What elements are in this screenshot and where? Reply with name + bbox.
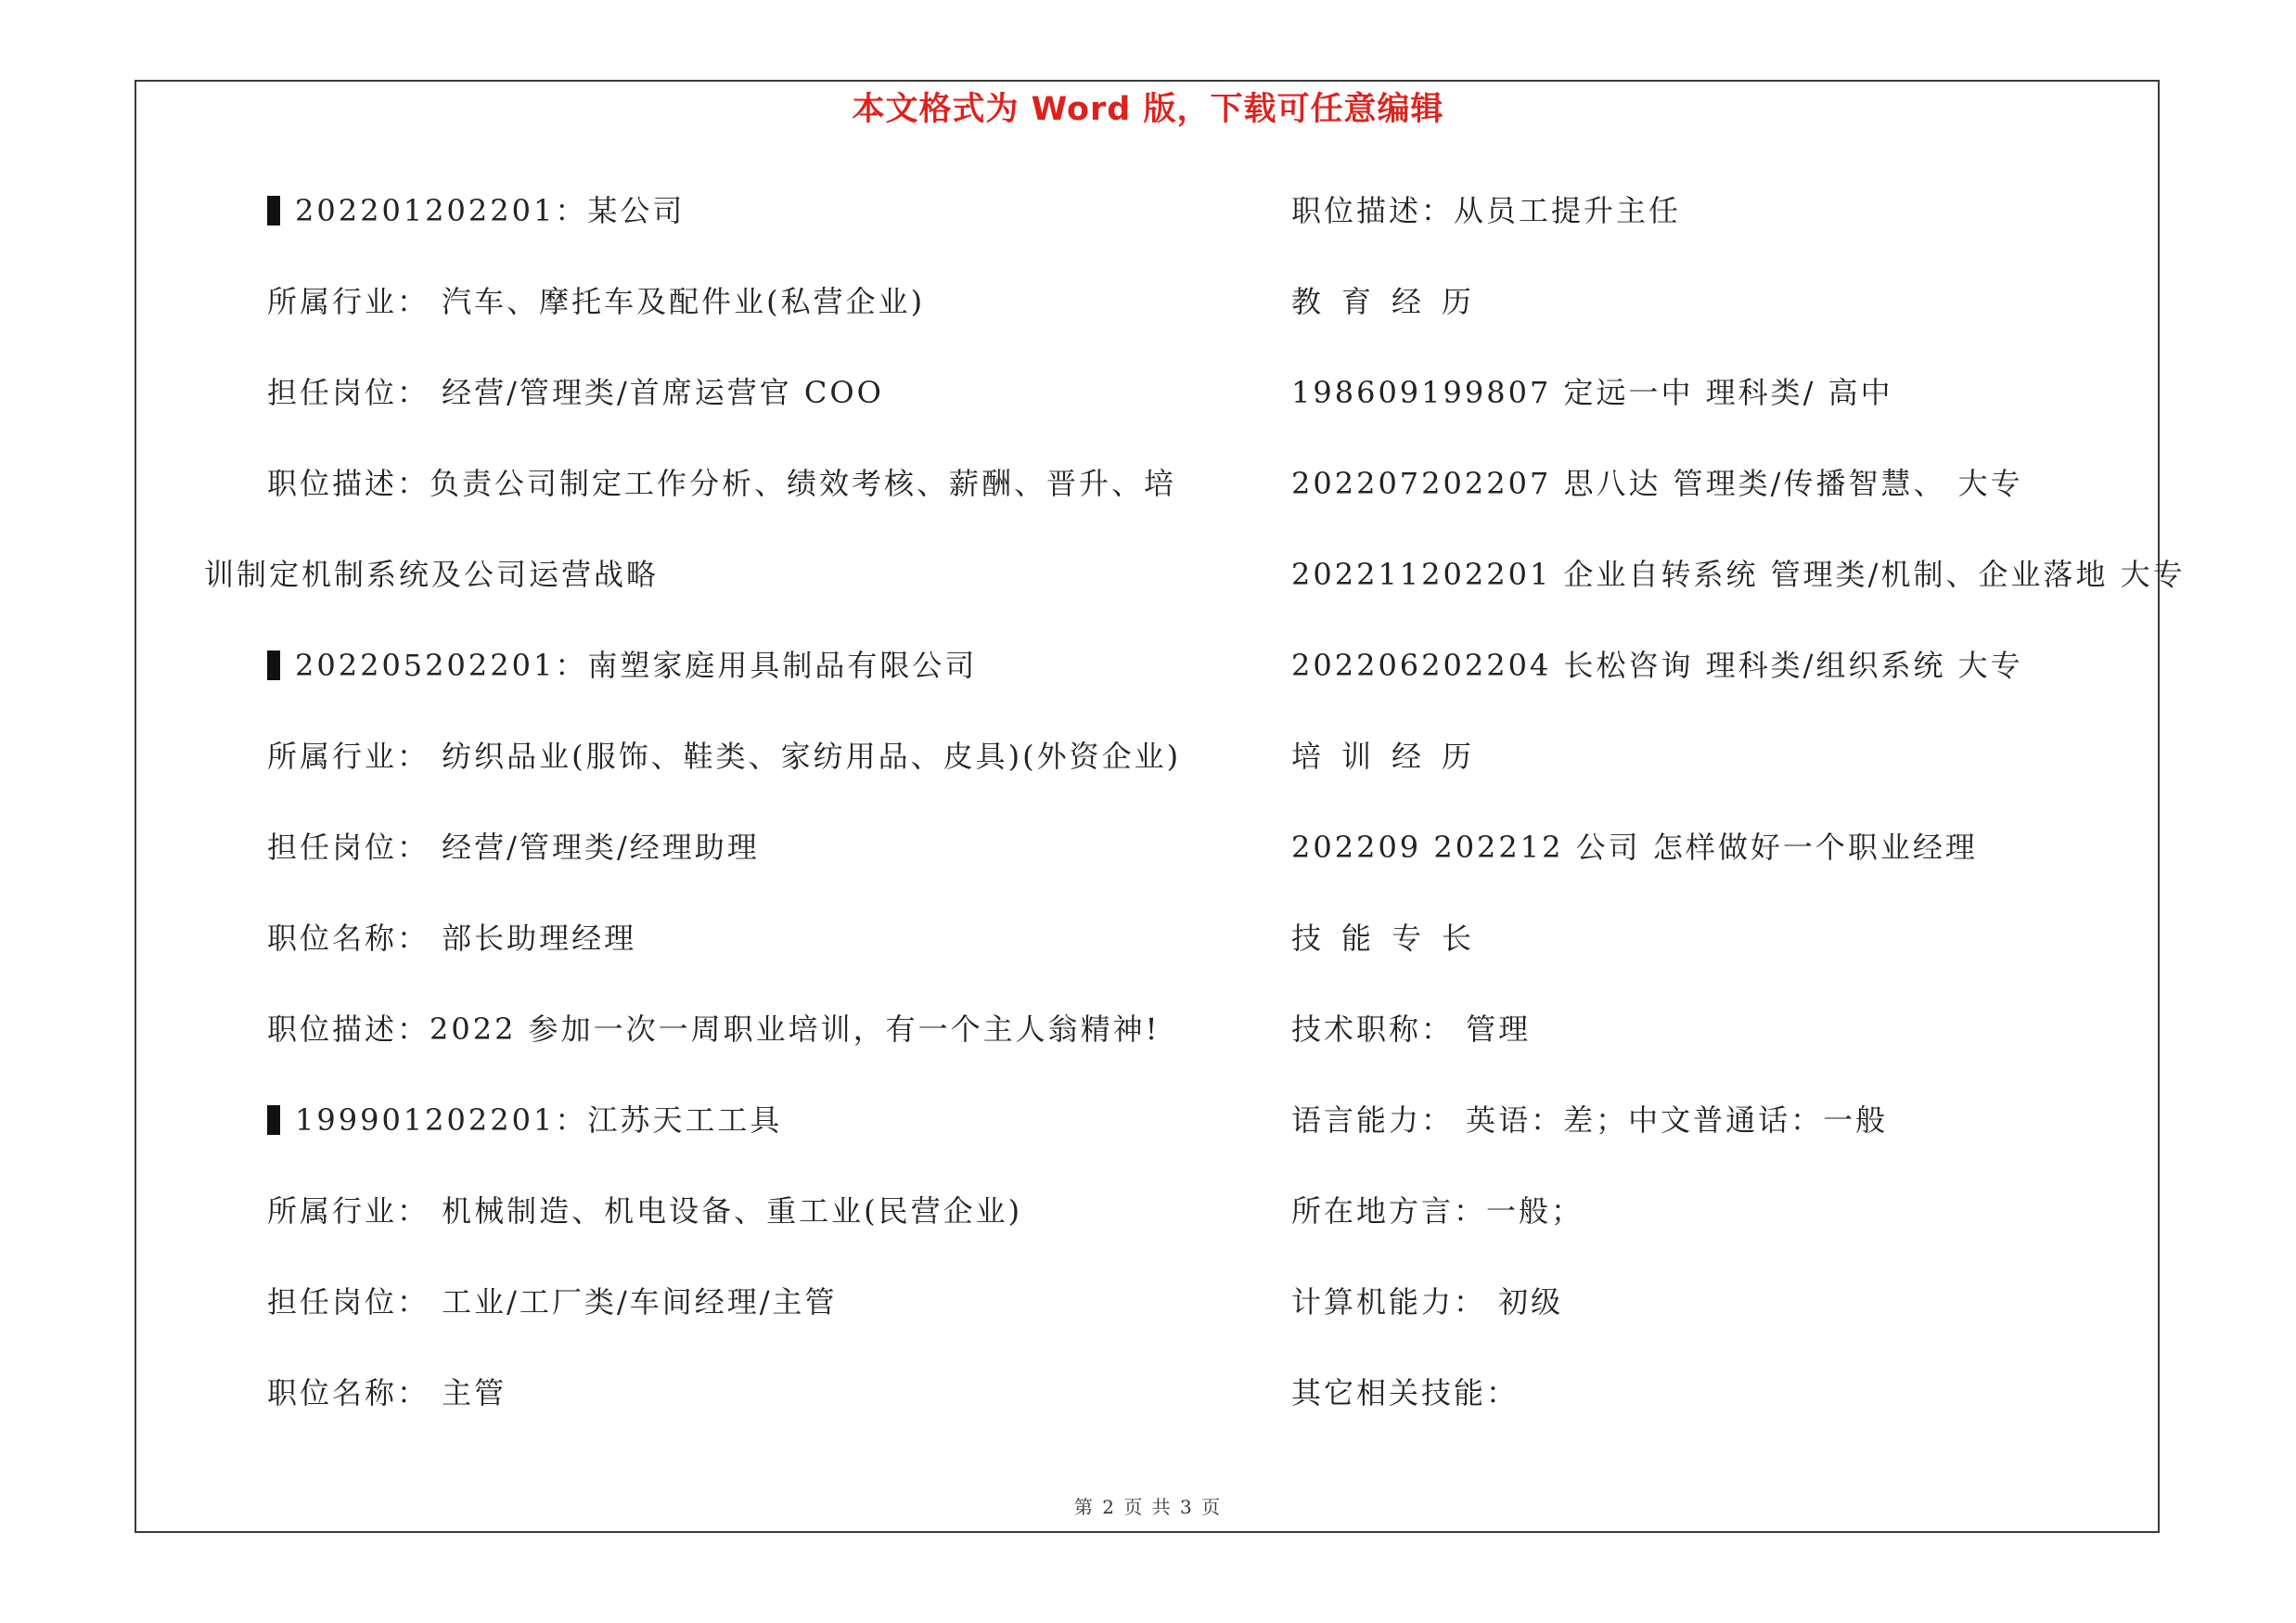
line-text: 技能专长 — [1291, 921, 1493, 956]
line-text: 训制定机制系统及公司运营战略 — [204, 557, 660, 592]
line-text: 其它相关技能： — [1291, 1375, 1520, 1410]
resume-detail-line — [1291, 1009, 1531, 1050]
bullet-marker-icon — [267, 196, 280, 225]
job-detail-line — [267, 281, 925, 322]
resume-detail-line — [1291, 463, 2023, 504]
line-text: 担任岗位： 经营/管理类/首席运营官 COO — [267, 375, 884, 410]
line-text: 培训经历 — [1291, 739, 1493, 774]
line-text: 担任岗位： 经营/管理类/经理助理 — [267, 830, 760, 865]
job-entry-heading — [267, 1100, 782, 1140]
job-detail-line — [267, 372, 884, 413]
line-text: 职位描述：从员工提升主任 — [1291, 193, 1682, 228]
resume-detail-line — [1291, 1282, 1563, 1322]
line-text: 所属行业： 纺织品业(服饰、鞋类、家纺用品、皮具)(外资企业) — [267, 739, 1182, 774]
job-detail-line — [267, 736, 1181, 777]
line-text: 198609199807 定远一中 理科类/ 高中 — [1291, 375, 1893, 410]
job-detail-line — [267, 1372, 507, 1413]
resume-detail-line — [1291, 1191, 1584, 1231]
line-text: 所属行业： 机械制造、机电设备、重工业(民营企业) — [267, 1193, 1023, 1229]
line-text: 202201202201：某公司 — [295, 193, 686, 228]
job-entry-heading — [267, 645, 977, 686]
page-number-footer: 第 2 页 共 3 页 — [1073, 1496, 1223, 1518]
line-text: 教育经历 — [1291, 284, 1493, 319]
job-detail-line — [267, 463, 1176, 504]
line-text: 语言能力： 英语：差；中文普通话：一般 — [1291, 1102, 1889, 1138]
line-text: 职位名称： 主管 — [267, 1375, 507, 1410]
job-detail-line — [267, 1009, 1160, 1050]
format-notice-banner: 本文格式为 Word 版，下载可任意编辑 — [852, 91, 1444, 128]
line-text: 担任岗位： 工业/工厂类/车间经理/主管 — [267, 1284, 838, 1320]
resume-detail-line — [1291, 645, 2023, 686]
resume-detail-line — [1291, 1100, 1888, 1140]
resume-detail-line — [1291, 1372, 1519, 1413]
job-detail-line — [204, 554, 659, 595]
section-heading — [1291, 281, 1492, 322]
line-text: 202205202201：南塑家庭用具制品有限公司 — [295, 648, 978, 683]
line-text: 所在地方言：一般； — [1291, 1193, 1584, 1229]
job-detail-line — [267, 827, 760, 868]
line-text: 202209 202212 公司 怎样做好一个职业经理 — [1291, 830, 1978, 865]
line-text: 202206202204 长松咨询 理科类/组织系统 大专 — [1291, 648, 2023, 683]
line-text: 计算机能力： 初级 — [1291, 1284, 1564, 1320]
job-detail-line — [267, 918, 636, 959]
line-text: 所属行业： 汽车、摩托车及配件业(私营企业) — [267, 284, 926, 319]
line-text: 职位描述：2022 参加一次一周职业培训，有一个主人翁精神! — [267, 1011, 1161, 1047]
line-text: 职位名称： 部长助理经理 — [267, 921, 637, 956]
section-heading — [1291, 736, 1492, 777]
line-text: 202207202207 思八达 管理类/传播智慧、 大专 — [1291, 466, 2023, 501]
job-detail-line — [267, 1191, 1022, 1231]
line-text: 技术职称： 管理 — [1291, 1011, 1532, 1047]
line-text: 职位描述：负责公司制定工作分析、绩效考核、薪酬、晋升、培 — [267, 466, 1177, 501]
line-text: 199901202201：江苏天工工具 — [295, 1102, 783, 1138]
section-heading — [1291, 918, 1492, 959]
resume-detail-line — [1291, 554, 2186, 595]
bullet-marker-icon — [267, 650, 280, 680]
bullet-marker-icon — [267, 1105, 280, 1135]
resume-detail-line — [1291, 190, 1681, 231]
line-text: 202211202201 企业自转系统 管理类/机制、企业落地 大专 — [1291, 557, 2186, 592]
job-entry-heading — [267, 190, 685, 231]
job-detail-line — [267, 1282, 838, 1322]
resume-detail-line — [1291, 372, 1893, 413]
resume-detail-line — [1291, 827, 1978, 868]
